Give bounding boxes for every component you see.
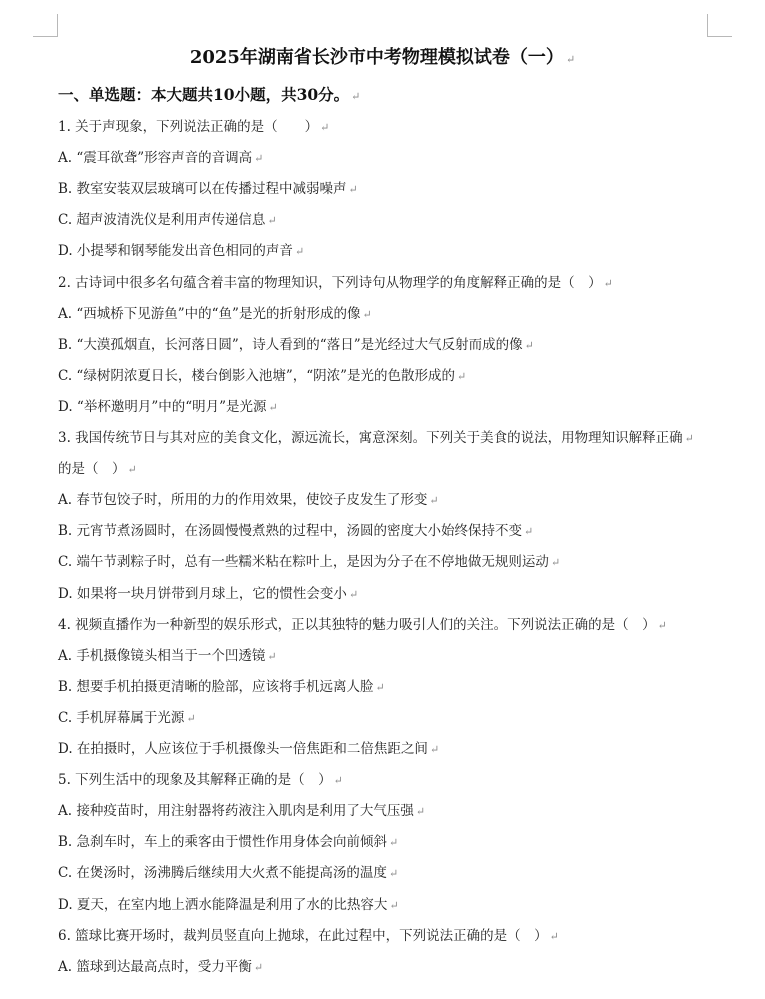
- option-text: B. “大漠孤烟直，长河落日圆”，诗人看到的“落日”是光经过大气反射而成的像: [58, 336, 523, 353]
- option-text: D. 在拍摄时，人应该位于手机摄像头一倍焦距和二倍焦距之间: [58, 741, 428, 757]
- question-stem-text: 2. 古诗词中很多名句蕴含着丰富的物理知识，下列诗句从物理学的角度解释正确的是（ ）: [58, 274, 602, 291]
- question-stem-text: 3. 我国传统节日与其对应的美食文化，源远流长，寓意深刻。下列关于美食的说法，用物理知识解释正确: [58, 430, 683, 446]
- question-4-option: [58, 646, 718, 667]
- paragraph-mark-icon: ↵: [267, 214, 277, 228]
- option-text: C. “绿树阴浓夏日长，楼台倒影入池塘”，“阴浓”是光的色散形成的: [58, 367, 456, 384]
- question-1-option: [58, 210, 718, 231]
- option-text: B. 元宵节煮汤圆时，在汤圆慢慢煮熟的过程中，汤圆的密度大小始终保持不变: [58, 523, 523, 540]
- question-3-option: [58, 552, 718, 573]
- question-5-option: [58, 895, 718, 916]
- question-stem-text: 4. 视频直播作为一种新型的娱乐形式，正以其独特的魅力吸引人们的关注。下列说法正确的是（ ）: [58, 616, 656, 633]
- question-2-stem: [58, 273, 718, 294]
- paragraph-mark-icon: ↵: [362, 307, 372, 321]
- question-3-option: [58, 521, 718, 542]
- paragraph-mark-icon: ↵: [524, 338, 534, 352]
- paragraph-mark-icon: ↵: [565, 53, 576, 66]
- paragraph-mark-icon: ↵: [186, 711, 196, 725]
- paragraph-mark-icon: ↵: [294, 245, 305, 259]
- page-corner-mark-top-left: [33, 14, 58, 37]
- paragraph-mark-icon: ↵: [549, 929, 559, 943]
- paragraph-mark-icon: ↵: [348, 183, 358, 197]
- question-2-option: [58, 366, 718, 387]
- question-stem-text: 1. 关于声现象，下列说法正确的是（ ）: [58, 119, 319, 135]
- paragraph-mark-icon: ↵: [550, 556, 561, 570]
- paragraph-mark-icon: ↵: [267, 649, 277, 663]
- page-corner-mark-top-right: [707, 14, 732, 37]
- question-3-stem: [58, 459, 718, 480]
- question-6-option: [58, 957, 718, 978]
- paragraph-mark-icon: ↵: [429, 494, 439, 508]
- question-1-stem: [58, 117, 718, 138]
- question-2-option: [58, 304, 718, 325]
- paragraph-mark-icon: ↵: [375, 680, 385, 694]
- question-1-option: [58, 148, 718, 169]
- option-text: B. 教室安装双层玻璃可以在传播过程中减弱噪声: [58, 181, 347, 198]
- option-text: A. “震耳欲聋”形容声音的音调高: [58, 150, 253, 167]
- option-text: A. 手机摄像镜头相当于一个凹透镜: [58, 647, 266, 664]
- question-5-stem: [58, 770, 718, 791]
- question-3-option: [58, 490, 718, 511]
- question-2-option: [58, 335, 718, 356]
- option-text: D. 如果将一块月饼带到月球上，它的惯性会变小: [58, 585, 347, 602]
- paragraph-mark-icon: ↵: [389, 898, 399, 912]
- option-text: B. 想要手机拍摄更清晰的脸部，应该将手机远离人脸: [58, 678, 374, 695]
- question-1-option: [58, 179, 718, 200]
- paragraph-mark-icon: ↵: [457, 369, 467, 383]
- option-text: A. 春节包饺子时，所用的力的作用效果，使饺子皮发生了形变: [58, 492, 428, 509]
- question-1-option: [58, 241, 718, 262]
- paragraph-mark-icon: ↵: [657, 618, 667, 632]
- paragraph-mark-icon: ↵: [348, 587, 359, 601]
- option-text: A. 篮球到达最高点时，受力平衡: [58, 958, 252, 975]
- question-4-stem: [58, 615, 718, 636]
- option-text: B. 急刹车时，车上的乘客由于惯性作用身体会向前倾斜: [58, 834, 388, 851]
- option-text: C. 端午节剥粽子时，总有一些糯米粘在粽叶上，是因为分子在不停地做无规则运动: [58, 554, 549, 571]
- question-3-stem: [58, 428, 718, 449]
- paragraph-mark-icon: ↵: [253, 960, 264, 974]
- question-2-option: [58, 397, 718, 418]
- paragraph-mark-icon: ↵: [268, 400, 278, 414]
- paragraph-mark-icon: ↵: [524, 525, 534, 539]
- paragraph-mark-icon: ↵: [389, 836, 399, 850]
- question-6-stem: [58, 926, 718, 947]
- question-stem-text: 的是（ ）: [58, 461, 126, 478]
- paragraph-mark-icon: ↵: [320, 121, 330, 134]
- paragraph-mark-icon: ↵: [333, 774, 343, 788]
- option-text: D. 夏天，在室内地上洒水能降温是利用了水的比热容大: [58, 896, 388, 913]
- paragraph-mark-icon: ↵: [254, 152, 264, 166]
- question-4-option: [58, 708, 718, 729]
- paragraph-mark-icon: ↵: [127, 463, 137, 477]
- question-4-option: [58, 739, 718, 760]
- question-5-option: [58, 801, 718, 822]
- option-text: D. “举杯邀明月”中的“明月”是光源: [58, 398, 267, 415]
- question-5-option: [58, 832, 718, 853]
- option-text: C. 手机屏幕属于光源: [58, 709, 185, 726]
- question-5-option: [58, 863, 718, 884]
- question-stem-text: 6. 篮球比赛开场时，裁判员竖直向上抛球，在此过程中，下列说法正确的是（ ）: [58, 927, 548, 944]
- paragraph-mark-icon: ↵: [429, 743, 440, 756]
- paragraph-mark-icon: ↵: [388, 867, 399, 881]
- question-4-option: [58, 677, 718, 698]
- option-text: C. 在煲汤时，汤沸腾后继续用大火煮不能提高汤的温度: [58, 865, 387, 882]
- paragraph-mark-icon: ↵: [684, 432, 694, 445]
- option-text: C. 超声波清洗仪是利用声传递信息: [58, 212, 266, 229]
- section-heading: 一、单选题：本大题共10小题，共30分。 ↵: [58, 85, 361, 104]
- document-title: 2025年湖南省长沙市中考物理模拟试卷（一） ↵: [189, 47, 576, 68]
- paragraph-mark-icon: ↵: [603, 276, 613, 290]
- question-stem-text: 5. 下列生活中的现象及其解释正确的是（ ）: [58, 772, 332, 789]
- question-3-option: [58, 584, 718, 605]
- paragraph-mark-icon: ↵: [415, 805, 426, 819]
- option-text: D. 小提琴和钢琴能发出音色相同的声音: [58, 243, 293, 260]
- option-text: A. 接种疫苗时，用注射器将药液注入肌肉是利用了大气压强: [58, 803, 414, 820]
- option-text: A. “西城桥下见游鱼”中的“鱼”是光的折射形成的像: [58, 305, 361, 322]
- paragraph-mark-icon: ↵: [351, 90, 361, 103]
